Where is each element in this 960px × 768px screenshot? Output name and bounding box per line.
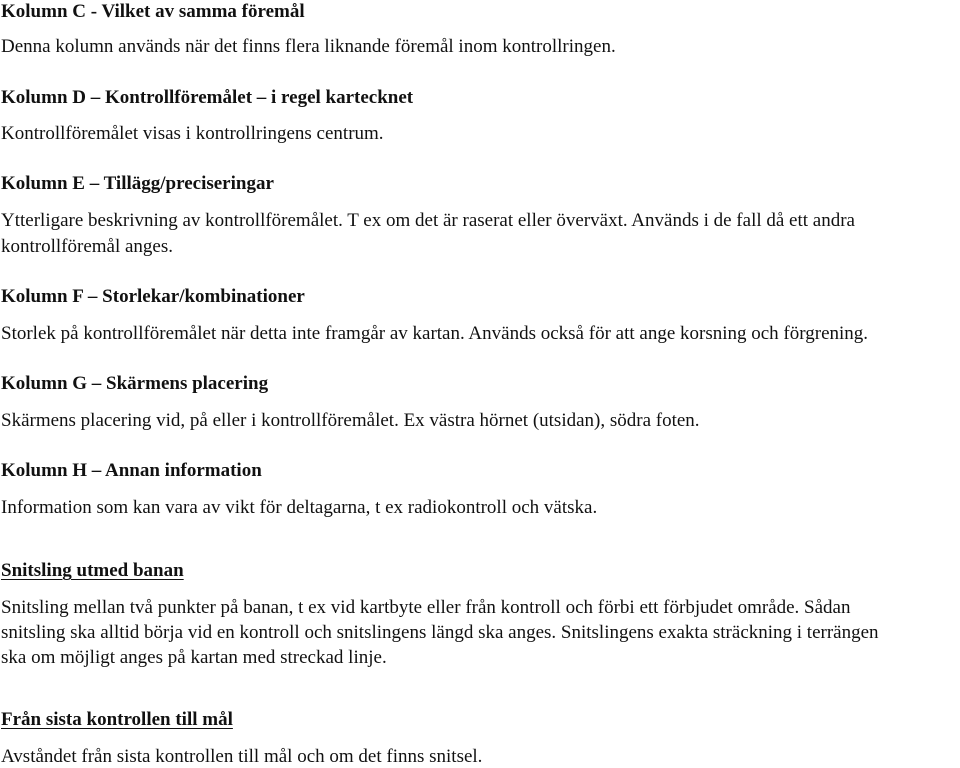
section-body-kolumn-h: Information som kan vara av vikt för deltagarna, t ex radiokontroll och vätska. — [1, 497, 598, 518]
section-body-snitsling-line-2: snitsling ska alltid börja vid en kontroll och snitslingens längd ska anges. Snitslingens exakta sträckning i terrängen — [1, 622, 879, 643]
section-body-snitsling-line-1: Snitsling mellan två punkter på banan, t ex vid kartbyte eller från kontroll och förbi ett förbjudet område. Sådan — [1, 597, 851, 618]
section-body-sista-kontrollen: Avståndet från sista kontrollen till mål och om det finns snitsel. — [1, 746, 483, 767]
section-body-kolumn-c: Denna kolumn används när det finns flera liknande föremål inom kontrollringen. — [1, 36, 616, 57]
section-heading-sista-kontrollen: Från sista kontrollen till mål — [1, 709, 233, 730]
section-body-kolumn-g: Skärmens placering vid, på eller i kontrollföremålet. Ex västra hörnet (utsidan), södra foten. — [1, 410, 700, 431]
section-body-kolumn-f: Storlek på kontrollföremålet när detta inte framgår av kartan. Används också för att ange korsning och förgrening. — [1, 323, 869, 344]
section-heading-kolumn-e: Kolumn E – Tillägg/preciseringar — [1, 173, 274, 194]
section-heading-kolumn-f: Kolumn F – Storlekar/kombinationer — [1, 286, 305, 307]
section-body-snitsling-line-3: ska om möjligt anges på kartan med streckad linje. — [1, 647, 387, 668]
section-heading-kolumn-g: Kolumn G – Skärmens placering — [1, 373, 269, 394]
section-heading-snitsling: Snitsling utmed banan — [1, 560, 184, 581]
section-heading-kolumn-h: Kolumn H – Annan information — [1, 460, 262, 481]
section-heading-kolumn-d: Kolumn D – Kontrollföremålet – i regel kartecknet — [1, 87, 414, 108]
section-body-kolumn-e-line-1: Ytterligare beskrivning av kontrollföremålet. T ex om det är raserat eller överväxt. Används i de fall då ett andra — [1, 210, 855, 231]
section-heading-kolumn-c: Kolumn C - Vilket av samma föremål — [1, 1, 305, 22]
section-body-kolumn-d: Kontrollföremålet visas i kontrollringens centrum. — [1, 123, 384, 144]
section-body-kolumn-e-line-2: kontrollföremål anges. — [1, 236, 174, 257]
